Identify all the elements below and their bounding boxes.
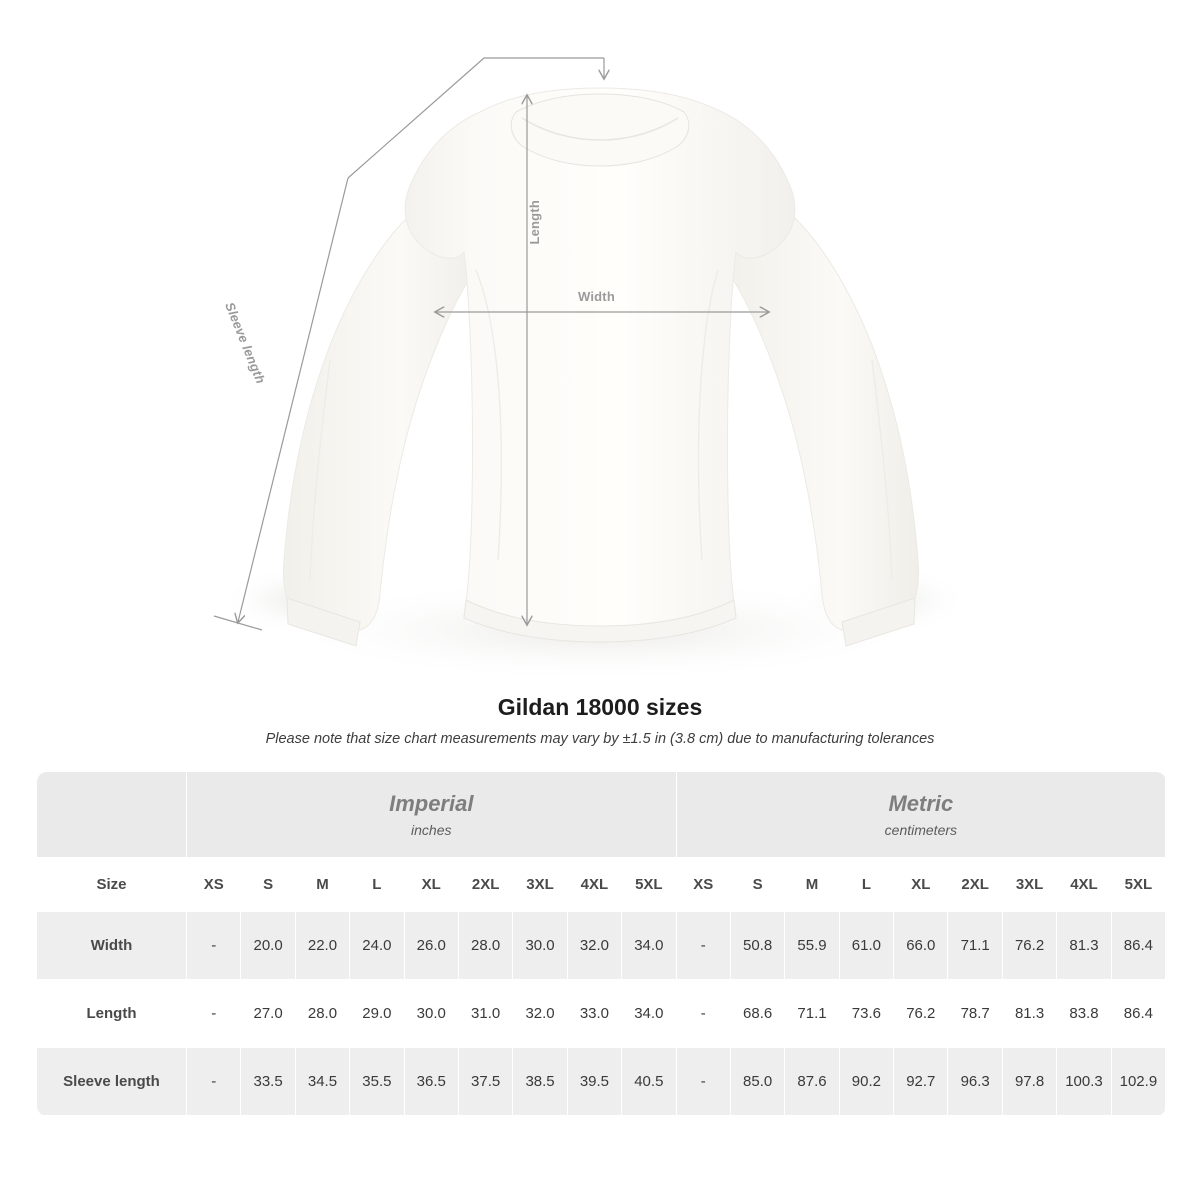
- size-header-imperial-xs: XS: [187, 858, 241, 912]
- cell-sleeve-metric-m: 87.6: [785, 1048, 839, 1116]
- cell-width-metric-m: 55.9: [785, 912, 839, 980]
- cell-sleeve-imperial-4xl: 39.5: [567, 1048, 621, 1116]
- cell-length-imperial-m: 28.0: [295, 980, 349, 1048]
- cell-length-imperial-3xl: 32.0: [513, 980, 567, 1048]
- cell-length-imperial-2xl: 31.0: [458, 980, 512, 1048]
- cell-length-metric-xl: 76.2: [894, 980, 948, 1048]
- cell-width-metric-l: 61.0: [839, 912, 893, 980]
- size-header-metric-2xl: 2XL: [948, 858, 1002, 912]
- cell-length-metric-2xl: 78.7: [948, 980, 1002, 1048]
- cell-sleeve-metric-xl: 92.7: [894, 1048, 948, 1116]
- table-row: [37, 912, 1166, 980]
- cell-length-imperial-xs: -: [187, 980, 241, 1048]
- tolerance-note: Please note that size chart measurements may vary by ±1.5 in (3.8 cm) due to manufacturing tolerances: [265, 731, 935, 747]
- cell-width-metric-s: 50.8: [730, 912, 784, 980]
- size-header-metric-5xl: 5XL: [1111, 858, 1165, 912]
- row-label-width: Width: [37, 912, 187, 980]
- page-title: Gildan 18000 sizes: [497, 694, 703, 720]
- size-table: [36, 771, 1166, 1116]
- size-header-metric-4xl: 4XL: [1057, 858, 1111, 912]
- cell-sleeve-metric-xs: -: [676, 1048, 730, 1116]
- cell-sleeve-imperial-2xl: 37.5: [458, 1048, 512, 1116]
- cell-width-imperial-5xl: 34.0: [622, 912, 676, 980]
- size-header-metric-l: L: [839, 858, 893, 912]
- row-label-length: Length: [37, 980, 187, 1048]
- cell-length-imperial-4xl: 33.0: [567, 980, 621, 1048]
- row-label-sleeve-length: Sleeve length: [37, 1048, 187, 1116]
- size-header-metric-s: S: [730, 858, 784, 912]
- cell-length-metric-s: 68.6: [730, 980, 784, 1048]
- length-dimension-label: Length: [527, 200, 542, 245]
- size-header-imperial-s: S: [241, 858, 295, 912]
- cell-sleeve-metric-l: 90.2: [839, 1048, 893, 1116]
- table-row: [37, 1048, 1166, 1116]
- cell-sleeve-metric-5xl: 102.9: [1111, 1048, 1165, 1116]
- cell-width-imperial-xl: 26.0: [404, 912, 458, 980]
- cell-sleeve-imperial-xs: -: [187, 1048, 241, 1116]
- system-cell-metric: [676, 772, 1166, 858]
- cell-sleeve-imperial-l: 35.5: [350, 1048, 404, 1116]
- cell-length-metric-5xl: 86.4: [1111, 980, 1165, 1048]
- cell-width-metric-2xl: 71.1: [948, 912, 1002, 980]
- size-header-metric-3xl: 3XL: [1002, 858, 1056, 912]
- size-header-imperial-xl: XL: [404, 858, 458, 912]
- size-header-row: [37, 858, 1166, 912]
- cell-length-metric-m: 71.1: [785, 980, 839, 1048]
- system-cell-imperial: [187, 772, 677, 858]
- size-header-imperial-4xl: 4XL: [567, 858, 621, 912]
- size-header-metric-xs: XS: [676, 858, 730, 912]
- cell-sleeve-imperial-5xl: 40.5: [622, 1048, 676, 1116]
- cell-width-imperial-4xl: 32.0: [567, 912, 621, 980]
- cell-sleeve-imperial-s: 33.5: [241, 1048, 295, 1116]
- size-header-label: Size: [37, 858, 187, 912]
- title-block: [0, 694, 1200, 747]
- cell-width-imperial-s: 20.0: [241, 912, 295, 980]
- cell-sleeve-metric-s: 85.0: [730, 1048, 784, 1116]
- size-header-metric-m: M: [785, 858, 839, 912]
- system-unit-metric: centimeters: [884, 822, 958, 839]
- width-dimension-label: Width: [578, 289, 615, 304]
- size-header-imperial-3xl: 3XL: [513, 858, 567, 912]
- cell-length-metric-xs: -: [676, 980, 730, 1048]
- size-header-metric-xl: XL: [894, 858, 948, 912]
- cell-width-imperial-m: 22.0: [295, 912, 349, 980]
- cell-length-metric-l: 73.6: [839, 980, 893, 1048]
- cell-width-imperial-xs: -: [187, 912, 241, 980]
- cell-sleeve-metric-4xl: 100.3: [1057, 1048, 1111, 1116]
- cell-length-metric-3xl: 81.3: [1002, 980, 1056, 1048]
- system-name-metric: Metric: [888, 790, 954, 816]
- system-spacer-cell: [37, 772, 187, 858]
- cell-sleeve-imperial-xl: 36.5: [404, 1048, 458, 1116]
- table-row: [37, 980, 1166, 1048]
- cell-width-metric-xs: -: [676, 912, 730, 980]
- size-header-imperial-m: M: [295, 858, 349, 912]
- cell-length-imperial-l: 29.0: [350, 980, 404, 1048]
- cell-length-imperial-xl: 30.0: [404, 980, 458, 1048]
- cell-width-metric-xl: 66.0: [894, 912, 948, 980]
- size-header-imperial-2xl: 2XL: [458, 858, 512, 912]
- cell-length-imperial-s: 27.0: [241, 980, 295, 1048]
- cell-length-imperial-5xl: 34.0: [622, 980, 676, 1048]
- cell-width-metric-3xl: 76.2: [1002, 912, 1056, 980]
- cell-width-imperial-2xl: 28.0: [458, 912, 512, 980]
- cell-sleeve-imperial-3xl: 38.5: [513, 1048, 567, 1116]
- system-name-imperial: Imperial: [389, 790, 474, 816]
- cell-width-metric-4xl: 81.3: [1057, 912, 1111, 980]
- cell-sleeve-metric-3xl: 97.8: [1002, 1048, 1056, 1116]
- cell-length-metric-4xl: 83.8: [1057, 980, 1111, 1048]
- cell-sleeve-imperial-m: 34.5: [295, 1048, 349, 1116]
- cell-width-metric-5xl: 86.4: [1111, 912, 1165, 980]
- size-header-imperial-5xl: 5XL: [622, 858, 676, 912]
- system-unit-imperial: inches: [411, 822, 452, 839]
- size-header-imperial-l: L: [350, 858, 404, 912]
- size-table-wrap: [36, 771, 1164, 1116]
- unit-system-row: [37, 772, 1166, 858]
- cell-width-imperial-l: 24.0: [350, 912, 404, 980]
- cell-width-imperial-3xl: 30.0: [513, 912, 567, 980]
- cell-sleeve-metric-2xl: 96.3: [948, 1048, 1002, 1116]
- sleeve-length-dimension-label: Sleeve length: [222, 300, 269, 386]
